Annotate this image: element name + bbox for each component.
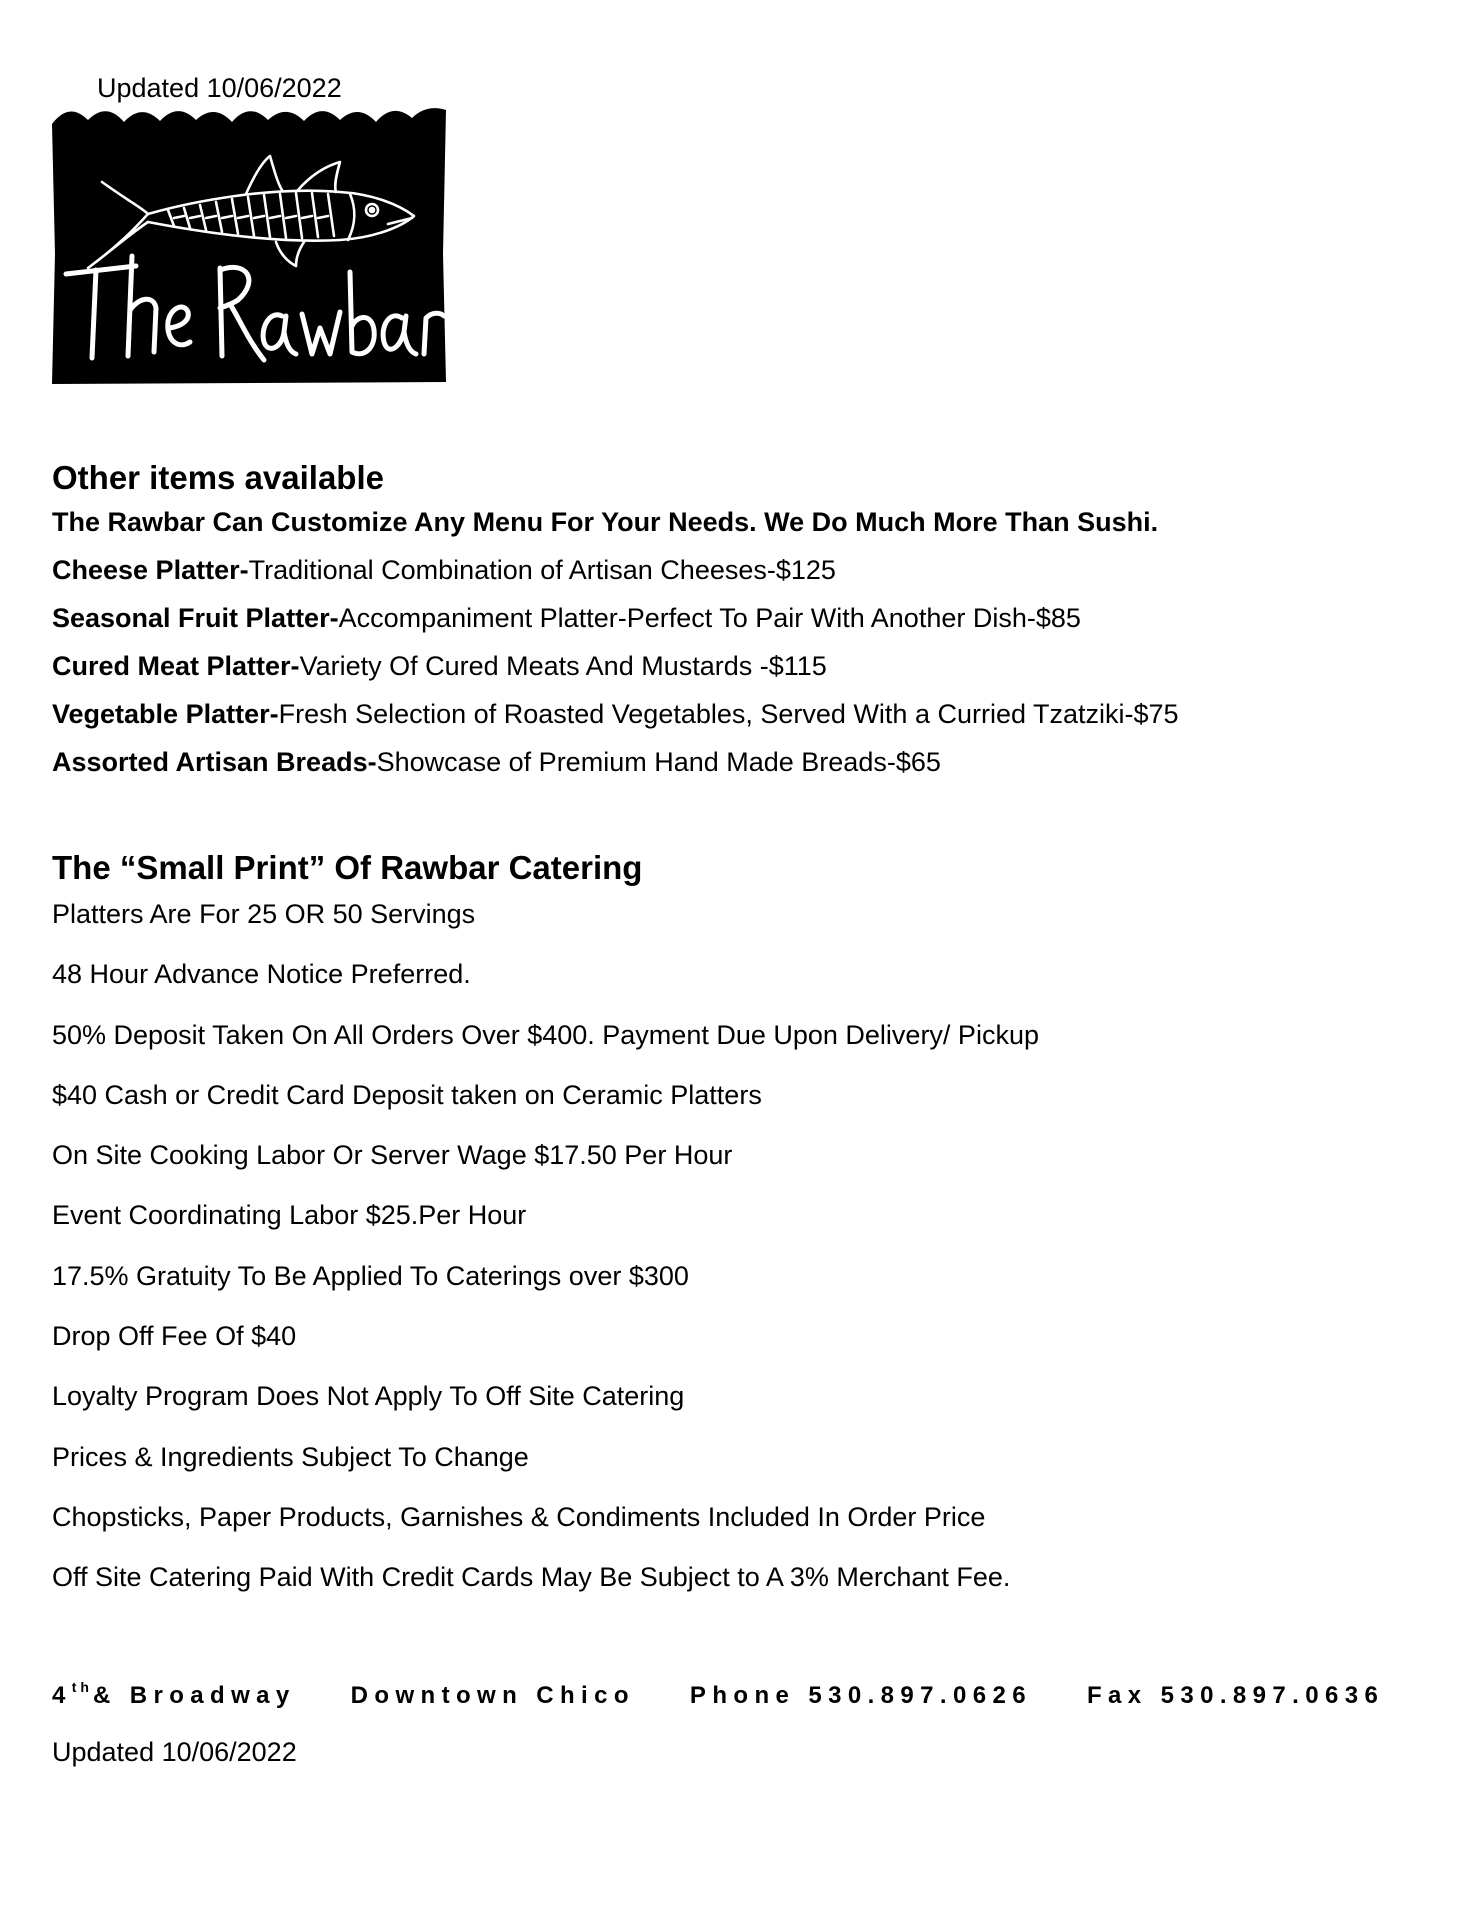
footer-address xyxy=(52,1680,296,1712)
policy-line: 17.5% Gratuity To Be Applied To Caterings over $300 xyxy=(52,1260,689,1291)
address-suffix: th xyxy=(71,1679,93,1695)
small-print-title: The “Small Print” Of Rawbar Catering xyxy=(52,849,643,886)
menu-item-vegetable-platter xyxy=(52,698,1432,730)
menu-item-cured-meat-platter xyxy=(52,650,1432,682)
footer-area: Downtown Chico xyxy=(350,1682,635,1709)
contact-footer xyxy=(52,1680,1384,1712)
menu-item-description: Showcase of Premium Hand Made Breads-$65 xyxy=(376,747,941,777)
menu-item-cheese-platter xyxy=(52,554,1432,586)
policy-line: Chopsticks, Paper Products, Garnishes & Condiments Included In Order Price xyxy=(52,1501,986,1532)
policy-line: Loyalty Program Does Not Apply To Off Site Catering xyxy=(52,1381,685,1412)
menu-item-name: Assorted Artisan Breads- xyxy=(52,747,377,777)
menu-item-artisan-breads xyxy=(52,746,1432,778)
policy-line: On Site Cooking Labor Or Server Wage $17.50 Per Hour xyxy=(52,1140,733,1171)
menu-item-description: Traditional Combination of Artisan Cheeses-$125 xyxy=(248,555,836,585)
small-print-section xyxy=(52,848,1432,1622)
address-street: & Broadway xyxy=(92,1682,296,1709)
other-items-section xyxy=(52,458,1432,794)
rawbar-logo xyxy=(50,104,448,386)
address-number: 4 xyxy=(52,1682,72,1709)
policy-line: Off Site Catering Paid With Credit Cards May Be Subject to A 3% Merchant Fee. xyxy=(52,1562,1011,1593)
menu-item-name: Cured Meat Platter- xyxy=(52,651,300,681)
policy-line: Drop Off Fee Of $40 xyxy=(52,1321,297,1352)
policy-line: 48 Hour Advance Notice Preferred. xyxy=(52,959,471,990)
footer-fax: Fax 530.897.0636 xyxy=(1086,1682,1385,1709)
footer-phone: Phone 530.897.0626 xyxy=(689,1682,1032,1709)
policy-line: Platters Are For 25 OR 50 Servings xyxy=(52,899,476,929)
policy-line: Prices & Ingredients Subject To Change xyxy=(52,1441,529,1472)
menu-item-name: Seasonal Fruit Platter- xyxy=(52,603,339,633)
menu-item-fruit-platter xyxy=(52,602,1432,634)
policy-line: Event Coordinating Labor $25.Per Hour xyxy=(52,1200,527,1231)
menu-item-name: Vegetable Platter- xyxy=(52,699,279,729)
menu-item-description: Variety Of Cured Meats And Mustards -$115 xyxy=(299,651,827,681)
policy-line: $40 Cash or Credit Card Deposit taken on Ceramic Platters xyxy=(52,1079,762,1110)
policy-line: 50% Deposit Taken On All Orders Over $400. Payment Due Upon Delivery/ Pickup xyxy=(52,1019,1039,1050)
customize-intro: The Rawbar Can Customize Any Menu For Your Needs. We Do Much More Than Sushi. xyxy=(52,507,1159,537)
updated-date-bottom: Updated 10/06/2022 xyxy=(52,1737,297,1767)
other-items-title: Other items available xyxy=(52,459,384,496)
menu-item-description: Accompaniment Platter-Perfect To Pair With Another Dish-$85 xyxy=(338,603,1081,633)
menu-item-description: Fresh Selection of Roasted Vegetables, Served With a Curried Tzatziki-$75 xyxy=(278,699,1179,729)
menu-item-name: Cheese Platter- xyxy=(52,555,249,585)
updated-date-top: Updated 10/06/2022 xyxy=(97,73,342,103)
